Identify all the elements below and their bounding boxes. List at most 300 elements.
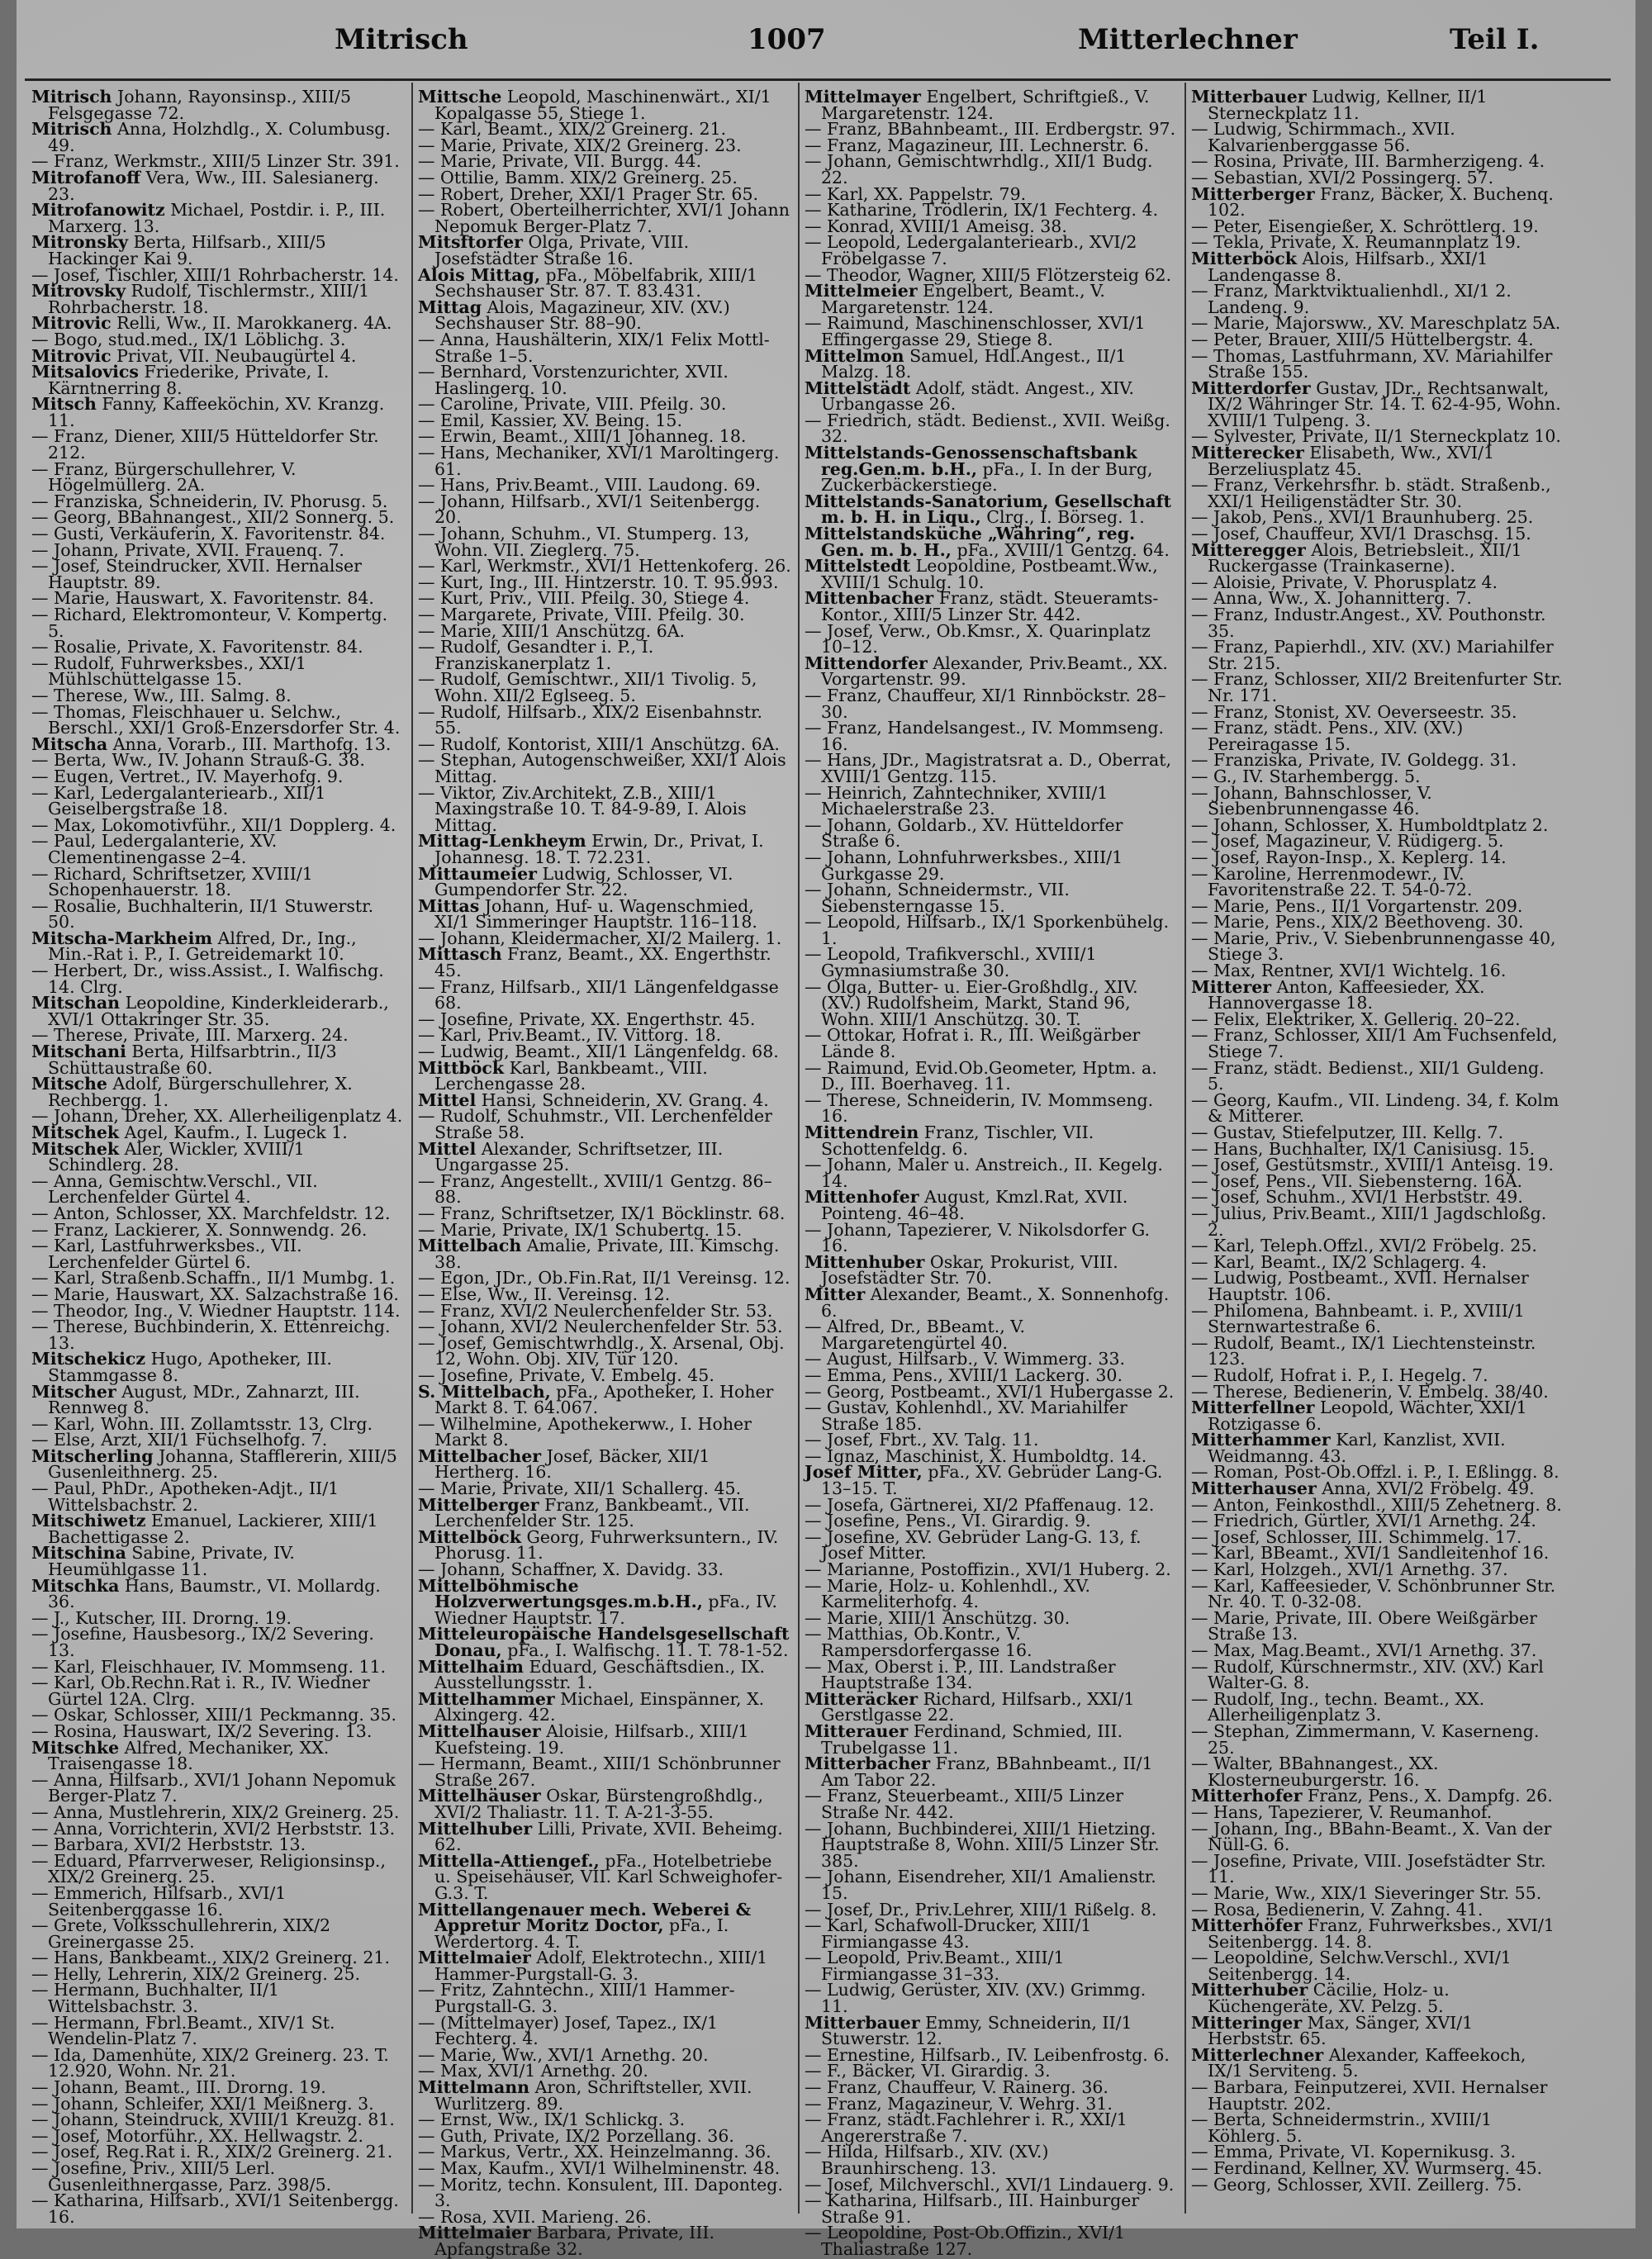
entry-details: pFa., Apotheker, I. Hoher Markt 8. T. 64.067. (434, 1381, 774, 1418)
directory-entry (31, 963, 405, 995)
entry-details: Eduard, Geschäftsdien., IX. Ausstellungsstr. 1. (434, 1656, 765, 1693)
directory-entry (1191, 1982, 1564, 2015)
entry-surname: Mitteringer (1191, 2012, 1303, 2033)
entry-details: Relli, Ww., II. Marokkanerg. 4A. (116, 313, 392, 334)
entry-details: — Johann, Schaffner, X. Davidg. 33. (418, 1559, 724, 1580)
entry-surname: Mittelmaier (418, 2223, 531, 2243)
entry-surname: Mittelhauser (418, 1720, 541, 1741)
entry-details: — Franziska, Private, IV. Goldegg. 31. (1191, 750, 1517, 771)
entry-details: — Marie, Pens., II/1 Vorgartenstr. 209. (1191, 895, 1523, 916)
entry-details: — Marie, Hauswart, XX. Salzachstraße 16. (31, 1284, 399, 1304)
entry-surname: Mitschka (31, 1575, 120, 1596)
entry-details: — Ferdinand, Kellner, XV. Wurmserg. 45. (1191, 2158, 1543, 2178)
directory-entry (805, 685, 1178, 722)
directory-entry (418, 669, 791, 705)
entry-details: Aron, Schriftsteller, XVII. Wurlitzerg. 89. (434, 2077, 752, 2114)
directory-entry (805, 1626, 1178, 1659)
entry-details: — Marie, XIII/1 Anschützg. 30. (805, 1607, 1070, 1628)
entry-surname: Mitschekicz (31, 1349, 146, 1369)
entry-details: August, Kmzl.Rat, XVII. Pointeng. 46–48. (821, 1187, 1128, 1223)
entry-details: — Johann, Schleifer, XXI/1 Meißnerg. 3. (31, 2093, 374, 2114)
entry-surname: Mitronsky (31, 232, 128, 253)
directory-entry (418, 445, 791, 477)
directory-entry (418, 329, 791, 366)
directory-entry (805, 1157, 1178, 1189)
directory-entry (31, 1626, 405, 1659)
directory-entry (1191, 863, 1564, 900)
entry-details: Franz, Tischler, VII. Schottenfeldg. 6. (821, 1122, 1094, 1159)
entry-details: — Georg, Kaufm., VII. Lindeng. 34, f. Kolm & Mitterer. (1191, 1089, 1559, 1127)
directory-entry (31, 1478, 405, 1515)
entry-surname: Mittelhuber (418, 1818, 533, 1839)
entry-details: — Anton, Feinkosthdl., XIII/5 Zehetnerg. 8. (1191, 1494, 1562, 1515)
entry-details: — Rudolf, Beamt., IX/1 Liechtensteinstr. 123. (1191, 1332, 1536, 1369)
entry-details: — Barbara, Feinputzerei, XVII. Hernalser Hauptstr. 202. (1191, 2077, 1548, 2114)
entry-details: — Rosina, Hauswart, IX/2 Severing. 13. (31, 1720, 373, 1741)
entry-details: — Richard, Elektromonteur, V. Kompertg. 5. (31, 605, 388, 641)
entry-details: — Franz, Verkehrsfhr. b. städt. Straßenb., XXI/1 Heiligenstädter Str. 30. (1191, 475, 1551, 511)
entry-details: Ludwig, Kellner, II/1 Sterneckplatz 11. (1208, 87, 1488, 123)
directory-entry (418, 526, 791, 558)
directory-entry (31, 1238, 405, 1270)
directory-entry (418, 2225, 791, 2257)
directory-entry (805, 847, 1178, 884)
entry-details: — Max, Lokomotivführ., XII/1 Dopplerg. 4. (31, 814, 396, 835)
entry-details: — Karl, Beamt., IX/2 Schlagerg. 4. (1191, 1251, 1488, 1272)
directory-entry (1191, 477, 1564, 510)
directory-entry (418, 895, 791, 933)
entry-details: — Thomas, Lastfuhrmann, XV. Mariahilfer Straße 155. (1191, 345, 1553, 382)
entry-details: — Gustav, Kohlenhdl., XV. Mariahilfer Straße 185. (805, 1398, 1127, 1434)
entry-details: — Josefine, XV. Gebrüder Lang-G. 13, f. Josef Mitter. (805, 1526, 1142, 1564)
directory-entry (418, 1057, 791, 1094)
directory-entry (31, 928, 405, 965)
entry-details: — Marie, Private, XII/1 Schallerg. 45. (418, 1478, 742, 1499)
entry-details: — Josef, Milchverschl., XVI/1 Lindauerg. 9. (805, 2174, 1175, 2195)
directory-entry (805, 752, 1178, 785)
entry-details: — Karl, Fleischhauer, IV. Mommseng. 11. (31, 1656, 387, 1677)
entry-surname: Alois Mittag, (418, 264, 541, 285)
directory-entry (805, 377, 1178, 415)
directory-entry (418, 1626, 791, 1659)
entry-details: — Peter, Brauer, XIII/5 Hüttelbergstr. 4. (1191, 329, 1534, 349)
entry-details: — Johann, Steindruck, XVIII/1 Kreuzg. 81. (31, 2110, 395, 2130)
directory-entry (805, 1756, 1178, 1788)
directory-entry (805, 313, 1178, 349)
entry-details: — Karl, Lastfuhrwerksbes., VII. Lerchenfelder Gürtel 6. (31, 1236, 302, 1272)
directory-entry (805, 2144, 1178, 2176)
directory-entry (418, 1494, 791, 1531)
directory-entry (1191, 1057, 1564, 1094)
directory-entry (1191, 1089, 1564, 1127)
directory-entry (1191, 345, 1564, 382)
entry-surname: Mitschek (31, 1122, 120, 1142)
entry-details: Rudolf, Tischlermstr., XIII/1 Rohrbacherstr. 18. (48, 281, 370, 317)
directory-entry (805, 2225, 1178, 2257)
directory-entry (418, 782, 791, 835)
entry-details: — Johann, Schneidermstr., VII. Siebensterngasse 15. (805, 880, 1070, 916)
directory-entry (418, 1332, 791, 1369)
entry-details: — Julius, Priv.Beamt., XIII/1 Jagdschloßg. 2. (1191, 1203, 1547, 1240)
entry-details: — Josef, Gestütsmstr., XVIII/1 Anteisg. 19. (1191, 1155, 1555, 1175)
directory-entry (805, 1251, 1178, 1288)
entry-details: pFa., I. Walfischg. 11. T. 78-1-52. (507, 1640, 789, 1660)
directory-entry (805, 1869, 1178, 1901)
entry-details: — Hans, Mechaniker, XVI/1 Maroltingerg. 61. (418, 443, 780, 479)
directory-entry (31, 1138, 405, 1175)
directory-entry (418, 232, 791, 268)
entry-surname: Mitsche (31, 1074, 107, 1094)
entry-surname: Mittelberger (418, 1494, 539, 1515)
entry-details: Emmy, Schneiderin, II/1 Stuwerstr. 12. (821, 2012, 1132, 2049)
entry-details: — Theodor, Ing., V. Wiedner Hauptstr. 114. (31, 1300, 401, 1321)
entry-details: — Karl, Teleph.Offzl., XVI/2 Fröbelg. 25. (1191, 1236, 1537, 1256)
entry-details: — Marie, Holz- u. Kohlenhdl., XV. Karmeliterhofg. 4. (805, 1575, 1090, 1612)
entry-details: — Franz, Bürgerschullehrer, V. Högelmüllerg. 2A. (31, 458, 297, 496)
directory-entry (418, 89, 791, 121)
entry-surname: Mitterböck (1191, 248, 1297, 268)
directory-entry (31, 1513, 405, 1545)
entry-details: — Else, Arzt, XII/1 Füchselhofg. 7. (31, 1430, 328, 1450)
entry-details: Alexander, Schriftsetzer, III. Ungargasse 25. (434, 1138, 724, 1175)
directory-entry (1191, 928, 1564, 965)
directory-entry (1191, 607, 1564, 639)
directory-entry (31, 558, 405, 591)
entry-details: — Eduard, Pfarrverweser, Religionsinsp., XIX/2 Greinerg. 25. (31, 1850, 386, 1887)
entry-details: — Franz, Magazineur, III. Lechnerstr. 6. (805, 135, 1150, 155)
entry-details: — Rudolf, Gesandter i. P., I. Franziskanerplatz 1. (418, 637, 654, 673)
entry-details: Sabine, Private, IV. Heumühlgasse 11. (48, 1543, 295, 1580)
entry-surname: Josef Mitter, (805, 1462, 923, 1483)
entry-surname: Mitscha-Markheim (31, 928, 213, 948)
entry-surname: Mittenhofer (805, 1187, 919, 1208)
entry-details: — Grete, Volksschullehrerin, XIX/2 Greinergasse 25. (31, 1915, 331, 1952)
directory-entry (1191, 1756, 1564, 1788)
entry-details: Franz, städt. Steueramts-Kontor., XIII/5 Linzer Str. 442. (821, 588, 1159, 624)
entry-surname: Mitrisch (31, 119, 112, 140)
directory-entry (418, 1238, 791, 1270)
entry-details: — Guth, Private, IX/2 Porzellang. 36. (418, 2125, 734, 2146)
directory-entry (1191, 1850, 1564, 1887)
directory-entry (1191, 1203, 1564, 1240)
entry-details: — Barbara, XVI/2 Herbststr. 13. (31, 1834, 306, 1855)
directory-entry (418, 833, 791, 866)
directory-entry (31, 1044, 405, 1076)
entry-surname: Mittelmaier (418, 1948, 531, 1968)
directory-entry (31, 995, 405, 1027)
directory-entry (418, 752, 791, 785)
entry-details: — Sylvester, Private, II/1 Sterneckplatz 10. (1191, 426, 1561, 447)
directory-entry (31, 653, 405, 690)
entry-details: — Johann, Eisendreher, XII/1 Amalienstr. 15. (805, 1867, 1156, 1903)
entry-details: — Johann, Gemischtwrhdlg., XII/1 Budg. 22. (805, 151, 1153, 187)
entry-details: Friederike, Private, I. Kärntnerring 8. (48, 362, 330, 398)
entry-details: — Caroline, Private, VIII. Pfeilg. 30. (418, 394, 727, 415)
entry-details: Anna, Holzhdlg., X. Columbusg. 49. (48, 119, 391, 155)
entry-details: — Marie, Private, III. Obere Weißgärber Straße 13. (1191, 1607, 1537, 1644)
directory-entry (418, 1720, 791, 1758)
entry-surname: Mitterlechner (1191, 2044, 1324, 2065)
directory-entry (31, 121, 405, 154)
entry-surname: Mittag (418, 297, 482, 317)
entry-details: Alois, Betriebsleit., XII/1 Ruckergasse (Trainkaserne). (1208, 539, 1522, 577)
entry-details: — Ottilie, Bamm. XIX/2 Greinerg. 25. (418, 167, 738, 187)
entry-details: — Franz, Industr.Angest., XV. Pouthonstr. 35. (1191, 605, 1546, 641)
entry-details: — Ernst, Ww., IX/1 Schlickg. 3. (418, 2110, 686, 2130)
entry-surname: Mitschina (31, 1543, 126, 1564)
column-2 (418, 87, 791, 2259)
entry-details: — Gustav, Stiefelputzer, III. Kellg. 7. (1191, 1122, 1504, 1142)
entry-details: — Franz, Diener, XIII/5 Hütteldorfer Str. 212. (31, 426, 379, 463)
entry-surname: Mittenhuber (805, 1251, 925, 1272)
entry-details: — Hans, JDr., Magistratsrat a. D., Oberrat, XVIII/1 Gentzg. 115. (805, 750, 1171, 786)
entry-surname: Mittella-Attiengef., (418, 1850, 600, 1871)
directory-entry (418, 1688, 791, 1725)
directory-entry (1191, 1027, 1564, 1060)
directory-entry (805, 1915, 1178, 1952)
entry-details: — (Mittelmayer) Josef, Tapez., IX/1 Fechterg. 4. (418, 2012, 719, 2049)
entry-details: Alexander, Priv.Beamt., XX. Vorgartenstr. 99. (821, 653, 1168, 690)
entry-details: — Franz, städt. Pens., XIV. (XV.) Pereiragasse 15. (1191, 718, 1464, 754)
directory-entry (418, 1950, 791, 1982)
entry-details: Gustav, JDr., Rechtsanwalt, IX/2 Währinger Str. 14. T. 62-4-95, Wohn. XVIII/1 Tulpeng. 3. (1208, 377, 1561, 430)
entry-details: Oskar, Prokurist, VIII. Josefstädter Str. 70. (821, 1251, 1118, 1288)
directory-entry (805, 782, 1178, 819)
entry-details: — Josef, Rayon-Insp., X. Keplerg. 14. (1191, 847, 1507, 867)
directory-entry (418, 1656, 791, 1693)
entry-details: — Karl, Priv.Beamt., IV. Vittorg. 18. (418, 1025, 722, 1046)
entry-surname: Mittelhäuser (418, 1786, 541, 1806)
entry-details: — Franz, Werkmstr., XIII/5 Linzer Str. 391. (31, 151, 400, 172)
directory-entry (805, 653, 1178, 690)
directory-entry (805, 1788, 1178, 1820)
entry-details: — Anna, Vorrichterin, XVI/2 Herbststr. 13. (31, 1818, 396, 1839)
entry-surname: Mitterbauer (1191, 87, 1307, 107)
entry-details: Engelbert, Beamt., V. Margaretenstr. 124. (821, 281, 1105, 317)
entry-details: — Aloisie, Private, V. Phorusplatz 4. (1191, 572, 1498, 592)
directory-entry (418, 202, 791, 235)
directory-entry (805, 1526, 1178, 1564)
directory-entry (805, 944, 1178, 981)
entry-surname: Mitterhauser (1191, 1478, 1317, 1499)
directory-entry (1191, 1270, 1564, 1303)
entry-details: — Josef, Reg.Rat i. R., XIX/2 Greinerg. 21. (31, 2142, 393, 2162)
directory-entry (418, 639, 791, 672)
directory-entry (31, 396, 405, 429)
entry-details: — Franz, Chauffeur, XI/1 Rinnböckstr. 28–30. (805, 685, 1166, 722)
entry-surname: Mitterfellner (1191, 1398, 1315, 1418)
directory-entry (805, 1089, 1178, 1127)
entry-surname: Mittel (418, 1138, 477, 1159)
entry-surname: Mittelstands-Sanatorium, Gesellschaft m. b. H. in Liqu., (805, 491, 1171, 528)
entry-details: — Raimund, Maschinenschlosser, XVI/1 Effingergasse 29, Stiege 8. (805, 313, 1146, 349)
directory-entry (1191, 1432, 1564, 1464)
directory-entry (418, 1899, 791, 1952)
entry-details: — Hermann, Beamt., XIII/1 Schönbrunner Straße 267. (418, 1754, 781, 1790)
entry-details: — Hans, Bankbeamt., XIX/2 Greinerg. 21. (31, 1948, 390, 1968)
entry-details: — Leopoldine, Selchw.Verschl., XVI/1 Seitenbergg. 14. (1191, 1948, 1512, 1984)
entry-details: pFa., Hotelbetriebe u. Speisehäuser, VII. Karl Schweighofer-G.3. T. (434, 1850, 783, 1903)
directory-entry (31, 1319, 405, 1351)
entry-surname: Mitrovic (31, 313, 112, 334)
directory-entry (1191, 2174, 1564, 2195)
entry-details: Ferdinand, Schmied, III. Trubelgasse 11. (821, 1720, 1123, 1758)
entry-details: — Egon, JDr., Ob.Fin.Rat, II/1 Vereinsg. 12. (418, 1268, 790, 1288)
directory-page (17, 0, 1635, 2259)
entry-details: — Therese, Private, III. Marxerg. 24. (31, 1025, 349, 1046)
directory-entry (805, 720, 1178, 752)
entry-surname: Mitterhammer (1191, 1430, 1331, 1450)
directory-entry (31, 364, 405, 396)
entry-details: Emanuel, Lackierer, XIII/1 Bachettigasse 2. (48, 1511, 378, 1547)
entry-details: pFa., I. In der Burg, Zuckerbäckerstiege. (821, 458, 1153, 496)
directory-entry (31, 1381, 405, 1418)
directory-entry (805, 2012, 1178, 2049)
directory-entry (31, 607, 405, 639)
entry-details: Alfred, Dr., Ing., Min.-Rat i. P., I. Getreidemarkt 10. (48, 928, 357, 965)
entry-details: — Berta, Ww., IV. Johann Strauß-G. 38. (31, 750, 365, 771)
entry-details: — Marie, Hauswart, X. Favoritenstr. 84. (31, 588, 374, 609)
entry-details: Erwin, Dr., Privat, I. Johannesg. 18. T. 72.231. (434, 831, 764, 867)
entry-details: — Bogo, stud.med., IX/1 Löblichg. 3. (31, 329, 346, 349)
entry-details: Aler, Wickler, XVIII/1 Schindlerg. 28. (48, 1138, 305, 1175)
entry-details: Franz, BBahnbeamt., II/1 Am Tabor 22. (821, 1754, 1153, 1790)
directory-entry (1191, 1915, 1564, 1952)
entry-details: — Franz, Hilfsarb., XII/1 Längenfeldgasse 68. (418, 976, 779, 1013)
directory-entry (805, 1284, 1178, 1321)
directory-entry (805, 2112, 1178, 2144)
column-3 (805, 87, 1178, 2259)
directory-entry (418, 944, 791, 981)
entry-surname: Mitterauer (805, 1720, 909, 1741)
entry-details: — Franz, Steuerbeamt., XIII/5 Linzer Straße Nr. 442. (805, 1786, 1124, 1822)
entry-details: — Karl, Beamt., XIX/2 Greinerg. 21. (418, 119, 727, 140)
entry-details: — Herbert, Dr., wiss.Assist., I. Walfischg. 14. Clrg. (31, 961, 384, 997)
entry-surname: Mittendrein (805, 1122, 919, 1142)
entry-details: — Karoline, Herrenmodewr., IV. Favoritenstraße 22. T. 54-0-72. (1191, 863, 1473, 900)
entry-details: Franz, Bankbeamt., VII. Lerchenfelder Str. 125. (434, 1494, 750, 1531)
header-right-keyword: Mitterlechner (1078, 23, 1298, 56)
entry-details: — Marie, XIII/1 Anschützg. 6A. (418, 620, 686, 641)
entry-details: Adolf, Elektrotechn., XIII/1 Hammer-Purgstall-G. 3. (434, 1948, 768, 1984)
entry-details: — Franz, Stonist, XV. Oeverseestr. 35. (1191, 701, 1517, 722)
directory-entry (418, 1526, 791, 1564)
entry-details: — Josefine, Private, XX. Engerthstr. 45. (418, 1008, 756, 1029)
entry-details: Privat, VII. Neubaugürtel 4. (116, 345, 357, 366)
directory-entry (1191, 2077, 1564, 2114)
entry-details: — Therese, Bedienerin, V. Embelg. 38/40. (1191, 1381, 1549, 1402)
entry-details: — Georg, Schlosser, XVII. Zeillerg. 75. (1191, 2174, 1522, 2195)
entry-details: Adolf, städt. Angest., XIV. Urbangasse 26. (821, 377, 1134, 415)
directory-entry (418, 1170, 791, 1208)
entry-details: — Rudolf, Kürschnermstr., XIV. (XV.) Karl Walter-G. 8. (1191, 1656, 1544, 1693)
directory-entry (31, 202, 405, 235)
entry-details: — Peter, Eisengießer, X. Schröttlerg. 19. (1191, 216, 1539, 236)
directory-entry (1191, 121, 1564, 154)
entry-details: — Philomena, Bahnbeamt. i. P., XVIII/1 Sternwartestraße 6. (1191, 1300, 1525, 1337)
directory-entry (418, 1413, 791, 1450)
entry-details: — Roman, Post-Ob.Offzl. i. P., I. Eßlingg. 8. (1191, 1462, 1559, 1483)
entry-details: — Heinrich, Zahntechniker, XVIII/1 Michaelerstraße 23. (805, 782, 1108, 819)
directory-entry (418, 701, 791, 738)
entry-details: — Karl, BBeamt., XVI/1 Sandleitenhof 16. (1191, 1543, 1550, 1564)
page-number: 1007 (748, 23, 826, 56)
entry-details: — Franz, Magazineur, V. Wehrg. 31. (805, 2093, 1113, 2114)
entry-details: — Alfred, Dr., BBeamt., V. Margaretengürtel 40. (805, 1317, 1026, 1353)
entry-details: — Rosa, Bedienerin, V. Zahng. 41. (1191, 1899, 1483, 1920)
entry-details: — Josef, Schlosser, III. Schimmelg. 17. (1191, 1526, 1522, 1547)
directory-entry (418, 1381, 791, 1418)
entry-details: Anna, Vorarb., III. Marthofg. 13. (112, 733, 392, 754)
entry-surname: S. Mittelbach, (418, 1381, 551, 1402)
entry-details: — Josefine, Pens., VI. Girardig. 9. (805, 1511, 1091, 1531)
entry-details: — Rudolf, Hofrat i. P., I. Hegelg. 7. (1191, 1364, 1488, 1385)
page-header (17, 23, 1635, 73)
entry-surname: Mitteregger (1191, 539, 1306, 560)
entry-details: Lilli, Private, XVII. Beheimg. 62. (434, 1818, 783, 1855)
directory-entry (805, 1720, 1178, 1758)
entry-surname: Mitschke (31, 1737, 120, 1758)
directory-entry (31, 2044, 405, 2081)
entry-details: — Matthias, Ob.Kontr., V. Rampersdorfergasse 16. (805, 1624, 1032, 1660)
directory-entry (805, 491, 1178, 528)
directory-entry (805, 620, 1178, 657)
entry-details: — Hermann, Buchhalter, II/1 Wittelsbachstr. 3. (31, 1980, 279, 2017)
entry-surname: Mittböck (418, 1057, 505, 1078)
entry-surname: Mitscherling (31, 1445, 154, 1466)
entry-surname: Mittelbach (418, 1236, 522, 1256)
entry-details: — Johann, Dreher, XX. Allerheiligenplatz 4. (31, 1106, 403, 1127)
header-left-keyword: Mitrisch (335, 23, 468, 56)
directory-entry (805, 283, 1178, 316)
directory-entry (1191, 1656, 1564, 1693)
entry-details: — Georg, BBahnangest., XII/2 Sonnerg. 5. (31, 507, 395, 528)
entry-details: — Therese, Buchbinderin, X. Ettenreichg. 13. (31, 1317, 391, 1353)
entry-surname: Mittelbacher (418, 1445, 542, 1466)
entry-details: — Else, Ww., II. Vereinsg. 12. (418, 1284, 671, 1304)
entry-details: Anton, Kaffeesieder, XX. Hannovergasse 18. (1208, 976, 1485, 1013)
entry-details: Vera, Ww., III. Salesianerg. 23. (48, 167, 379, 204)
directory-entry (418, 1788, 791, 1820)
directory-entry (805, 1982, 1178, 2015)
directory-entry (1191, 1688, 1564, 1725)
entry-details: Cäcilie, Holz- u. Küchengeräte, XV. Pelzg. 5. (1208, 1980, 1450, 2017)
directory-entry (1191, 1332, 1564, 1369)
entry-details: — Richard, Schriftsetzer, XVIII/1 Schopenhauerstr. 18. (31, 863, 313, 900)
entry-details: Berta, Hilfsarbtrin., II/3 Schüttaustraße 60. (48, 1042, 337, 1078)
entry-surname: Mittenbacher (805, 588, 934, 609)
entry-details: — Karl, Ob.Rechn.Rat i. R., IV. Wiedner Gürtel 12A. Clrg. (31, 1673, 370, 1709)
entry-surname: Mittelhaim (418, 1656, 524, 1677)
entry-details: Franz, Beamt., XX. Engerthstr. 45. (434, 944, 771, 981)
directory-entry (805, 1950, 1178, 1982)
entry-details: — Johann, Ing., BBahn-Beamt., X. Van der Nüll-G. 6. (1191, 1818, 1552, 1855)
directory-entry (1191, 1950, 1564, 1982)
entry-details: — Rudolf, Hilfsarb., XIX/2 Eisenbahnstr. 55. (418, 701, 763, 738)
entry-surname: Mitscha (31, 733, 108, 754)
entry-surname: Mitscher (31, 1381, 116, 1402)
entry-details: — Johann, XVI/2 Neulerchenfelder Str. 53. (418, 1317, 783, 1337)
entry-surname: Mitsftorfer (418, 232, 523, 253)
entry-details: Hans, Baumstr., VI. Mollardg. 36. (48, 1575, 381, 1612)
entry-details: — Josef, Gemischtwrhdlg., X. Arsenal, Obj. 12, Wohn. Obj. XIV, Tür 120. (418, 1332, 785, 1369)
entry-surname: Mitsch (31, 394, 97, 415)
entry-surname: Mitrisch (31, 87, 112, 107)
entry-surname: Mitschek (31, 1138, 120, 1159)
entry-details: — Markus, Vertr., XX. Heinzelmanng. 36. (418, 2142, 771, 2162)
directory-entry (31, 1737, 405, 1774)
entry-details: — Emma, Private, VI. Kopernikusg. 3. (1191, 2142, 1517, 2162)
